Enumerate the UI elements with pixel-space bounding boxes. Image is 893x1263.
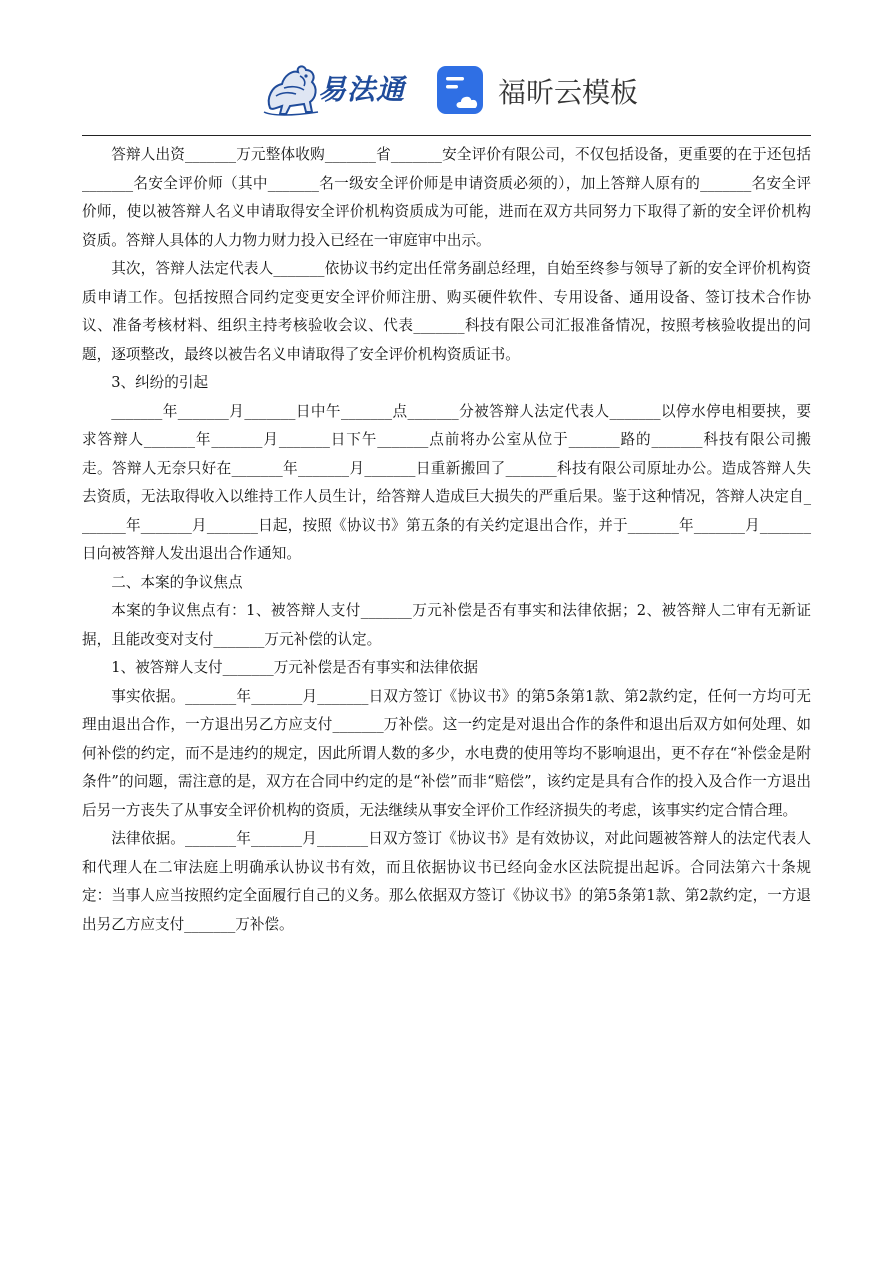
fuxin-logo [436,65,646,117]
paragraph-investment: 答辩人出资_______万元整体收购_______省_______安全评价有限公司，不仅包括设备，更重要的在于还包括_______名安全评价师（其中_______名一级安全评价师是申请资质必须的），加上答辩人原有的_______名安全评价师，使以被答辩人名义申请取得安全评价机构资质成为可能，进而在双方共同努力下取得了新的安全评价机构资质。答辩人具体的人力物力财力投入已经在一审庭审中出示。 [82,146,811,249]
page-header [0,60,893,124]
cloud-document-icon [436,65,488,117]
heading-dispute-origin: 3、纠纷的引起 [111,374,209,391]
paragraph-secondly: 其次，答辩人法定代表人_______依协议书约定出任常务副总经理，自始至终参与领导了新的安全评价机构资质申请工作。包括按照合同约定变更安全评价师注册、购买硬件软件、专用设备、通用设备、签订技术合作协议、准备考核材料、组织主持考核验收会议、代表_______科技有限公司汇报准备情况，按照考核验收提出的问题，逐项整改，最终以被告名义申请取得了安全评价机构资质证书。 [82,260,811,363]
paragraph-dispute-origin: _______年_______月_______日中午_______点_______分被答辩人法定代表人_______以停水停电相要挟，要求答辩人_______年_______月_______日下午_______点前将办公室从位于_______路的_______科技有限公司搬走。答辩人无奈只好在_______年_______月_______日重新搬回了_______科技有限公司原址办公。造成答辩人失去资质，无法取得收入以维持工作人员生计，给答辩人造成巨大损失的严重后果。鉴于这种情况，答辩人决定自_______年_______月_______日起，按照《协议书》第五条的有关约定退出合作，并于_______年_______月_______日向被答辩人发出退出合作通知。 [82,402,811,562]
document-body [82,141,811,939]
heading-compensation-basis: 1、被答辩人支付_______万元补偿是否有事实和法律依据 [111,659,479,676]
heading-dispute-focus: 二、本案的争议焦点 [111,573,243,591]
yifatong-logo [262,62,412,118]
yifatong-logo-text: 易法通 [318,73,406,106]
fuxin-logo-text: 福昕云模板 [498,76,639,109]
qilin-emblem-icon [262,62,322,118]
paragraph-dispute-focus: 本案的争议焦点有：1、被答辩人支付_______万元补偿是否有事实和法律依据；2、被答辩人二审有无新证据，且能改变对支付_______万元补偿的认定。 [82,602,811,648]
header-divider [82,135,811,136]
paragraph-factual-basis: 事实依据。_______年_______月_______日双方签订《协议书》的第5条第1款、第2款约定，任何一方均可无理由退出合作，一方退出另乙方应支付_______万补偿。这一约定是对退出合作的条件和退出后双方如何处理、如何补偿的约定，而不是违约的规定，因此所谓人数的多少，水电费的使用等均不影响退出，更不存在“补偿金是附条件”的问题，需注意的是，双方在合同中约定的是“补偿”而非“赔偿”，该约定是具有合作的投入及合作一方退出后另一方丧失了从事安全评价机构的资质，无法继续从事安全评价工作经济损失的考虑，该事实约定合情合理。 [82,687,811,819]
paragraph-legal-basis: 法律依据。_______年_______月_______日双方签订《协议书》是有效协议，对此问题被答辩人的法定代表人和代理人在二审法庭上明确承认协议书有效，而且依据协议书已经向金水区法院提出起诉。合同法第六十条规定：当事人应当按照约定全面履行自己的义务。那么依据双方签订《协议书》的第5条第1款、第2款约定，一方退出另乙方应支付_______万补偿。 [82,830,811,933]
